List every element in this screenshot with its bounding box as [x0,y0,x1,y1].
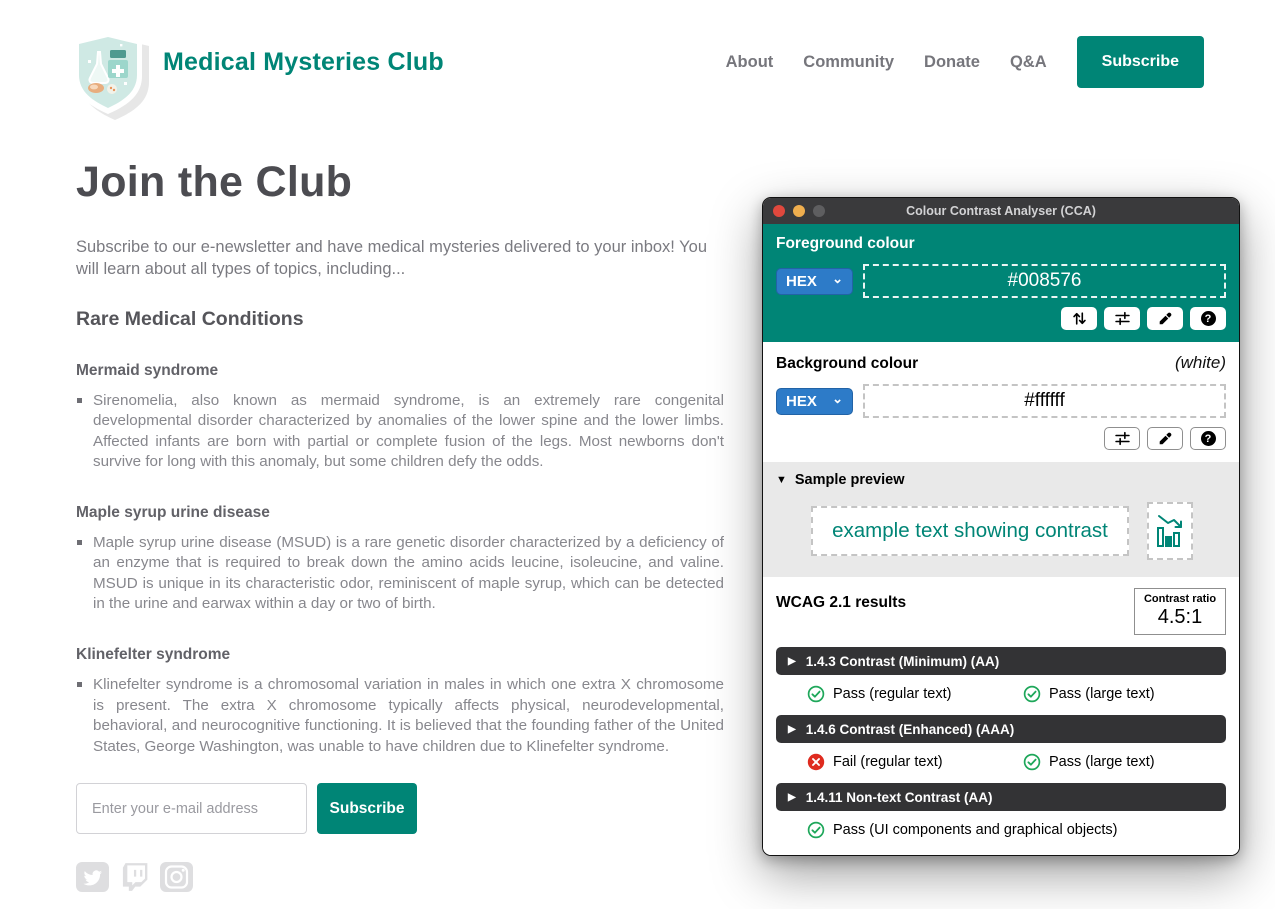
pass-check-icon [1023,753,1041,771]
sample-preview-toggle[interactable] [776,472,1226,488]
pass-check-icon [807,821,825,839]
topic-text: Maple syrup urine disease (MSUD) is a rare genetic disorder characterized by a deficiency of an enzyme that is required to break down the amino acids leucine, isoleucine, and valine. MSUD is unique in its characteristic odor, reminiscent of maple syrup, which can be detected in the urine and earwax within a day or two of birth. [93,533,724,613]
foreground-help-button[interactable] [1190,307,1226,330]
eyedropper-icon [1158,432,1172,446]
triangle-down-icon: ▼ [776,474,787,486]
result-label: Pass (large text) [1049,686,1155,702]
bullet-icon [77,540,82,545]
foreground-panel [763,224,1239,342]
eyedropper-icon [1158,312,1172,326]
wcag-results-heading: WCAG 2.1 results [776,594,907,611]
format-value: HEX [786,392,817,410]
chart-preview-button[interactable] [1147,502,1193,560]
topic-title: Maple syrup urine disease [76,503,270,521]
nav-community[interactable]: Community [803,52,895,71]
triangle-right-icon: ▶ [788,791,796,803]
background-help-button[interactable] [1190,427,1226,450]
twitch-icon[interactable] [119,862,150,892]
topic-body [76,675,724,757]
contrast-ratio-label: Contrast ratio [1143,593,1217,605]
minimize-button[interactable] [793,205,805,217]
sample-preview-label: Sample preview [794,472,905,488]
chevron-down-icon: ⌄ [832,391,843,406]
topic-title: Mermaid syndrome [76,361,219,379]
cca-window [762,197,1240,856]
topic-title: Klinefelter syndrome [76,646,231,663]
instagram-icon[interactable] [160,862,193,892]
foreground-sliders-button[interactable] [1104,307,1140,330]
wcag-results-panel [763,577,1239,855]
contrast-ratio-value: 4.5:1 [1157,606,1203,628]
rule-1411-title: 1.4.11 Non-text Contrast (AA) [805,789,993,805]
zoom-button[interactable] [813,205,825,217]
rule-1411-bar[interactable] [776,783,1226,811]
bullet-icon [77,682,82,687]
help-icon: ? [1201,431,1216,446]
topic-text: Klinefelter syndrome is a chromosomal variation in males in which one extra X chromosome is present. The extra X chromosome typically affects physical, neurodevelopmental, behavioral, and neurocognitive functioning. It is believed that the founding father of the United States, George Washington, was unable to have children due to Klinefelter syndrome. [93,676,724,755]
result-label: Pass (large text) [1049,754,1155,770]
triangle-right-icon: ▶ [788,723,796,735]
rule-146-large-result [1023,753,1155,771]
chevron-down-icon: ⌄ [832,271,843,286]
background-panel [763,342,1239,462]
pass-check-icon [1023,685,1041,703]
background-eyedropper-button[interactable] [1147,427,1183,450]
chart-icon [1155,512,1185,550]
topic-text: Sirenomelia, also known as mermaid syndrome, is an extremely rare congenital developmental disorder characterized by anomalies of the lower spine and the lower limbs. Affected infants are born with partial or complete fusion of the legs. Most newborns don't survive for long with this anomaly, but some children defy the odds. [93,391,724,471]
site-header [0,0,1275,118]
email-input[interactable] [76,783,307,834]
rule-143-title: 1.4.3 Contrast (Minimum) (AA) [805,653,1000,669]
rule-143-regular-result [807,685,1023,703]
main-nav [726,36,1204,88]
background-label: Background colour [776,355,919,372]
shield-logo-icon [60,26,158,124]
topic-body [76,533,724,615]
club-logo [60,26,158,124]
twitter-icon[interactable] [76,862,109,892]
close-button[interactable] [773,205,785,217]
sliders-icon [1115,311,1130,326]
fail-x-icon [807,753,825,771]
sample-text-box: example text showing contrast [811,506,1129,556]
rule-146-title: 1.4.6 Contrast (Enhanced) (AAA) [805,721,1015,737]
foreground-hex-input[interactable] [863,264,1226,298]
background-colour-note: (white) [1174,353,1226,372]
topic-klinefelter-syndrome [76,646,724,757]
social-links [76,862,724,892]
form-subscribe-button[interactable]: Subscribe [317,783,417,834]
sliders-icon [1115,431,1130,446]
site-title[interactable]: Medical Mysteries Club [163,48,444,76]
topic-maple-syrup-urine-disease [76,504,724,615]
swap-arrows-icon [1072,311,1087,326]
cca-titlebar[interactable] [763,198,1239,224]
triangle-right-icon: ▶ [788,655,796,667]
bullet-icon [77,398,82,403]
nav-qa[interactable]: Q&A [1009,52,1047,71]
swap-colours-button[interactable] [1061,307,1097,330]
result-label: Pass (UI components and graphical objects) [833,822,1118,838]
rule-143-large-result [1023,685,1155,703]
main-content [76,140,724,892]
header-subscribe-button[interactable]: Subscribe [1077,36,1204,88]
foreground-format-select[interactable] [776,268,853,295]
format-value: HEX [786,272,817,290]
result-label: Fail (regular text) [833,754,943,770]
window-title: Colour Contrast Analyser (CCA) [906,204,1096,218]
nav-donate[interactable]: Donate [924,52,980,71]
nav-about[interactable]: About [725,52,774,71]
foreground-label: Foreground colour [776,235,915,252]
rule-1411-result [807,821,1118,839]
result-label: Pass (regular text) [833,686,952,702]
background-hex-input[interactable] [863,384,1226,418]
section-heading: Rare Medical Conditions [76,307,304,330]
page-title: Join the Club [76,158,353,206]
help-icon: ? [1201,311,1216,326]
intro-paragraph: Subscribe to our e-newsletter and have medical mysteries delivered to your inbox! You will learn about all types of topics, including... [76,238,708,279]
sample-preview-panel [763,462,1239,577]
background-sliders-button[interactable] [1104,427,1140,450]
topic-mermaid-syndrome [76,362,724,473]
background-format-select[interactable] [776,388,853,415]
rule-143-bar[interactable] [776,647,1226,675]
traffic-lights [773,205,825,217]
rule-146-regular-result [807,753,1023,771]
subscribe-form [76,783,724,834]
topic-body [76,391,724,473]
foreground-eyedropper-button[interactable] [1147,307,1183,330]
rule-146-bar[interactable] [776,715,1226,743]
pass-check-icon [807,685,825,703]
contrast-ratio-box [1134,588,1226,635]
